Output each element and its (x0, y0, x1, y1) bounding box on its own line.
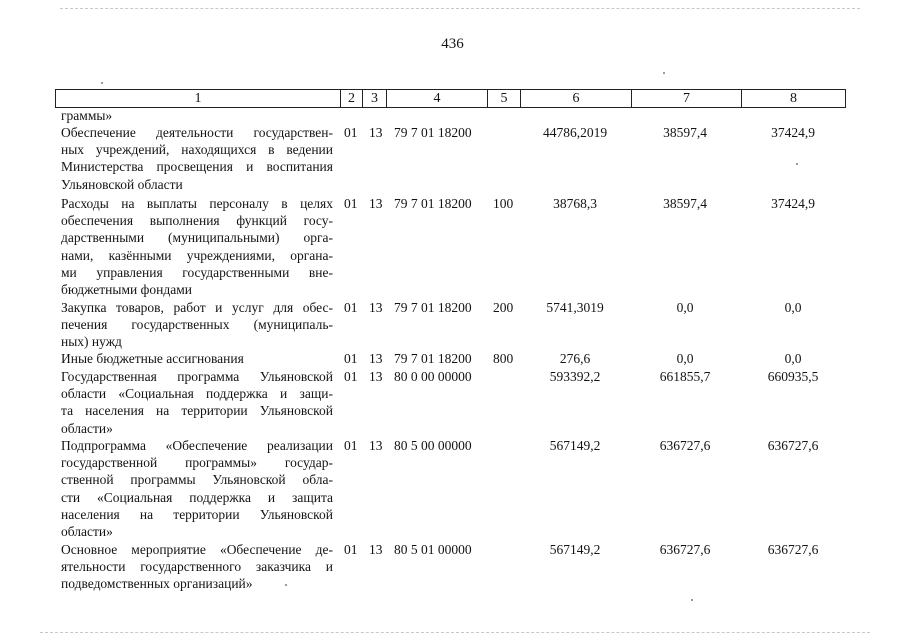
cell-amount-col8: 636727,6 (767, 438, 819, 453)
header-col-2: 2 (341, 90, 363, 107)
cell-amount-col7: 661855,7 (659, 369, 711, 384)
table-row-description (61, 299, 333, 351)
cell-pr: 13 (369, 351, 383, 366)
description-line: Обеспечение деятельности государствен- (61, 125, 333, 140)
cell-amount-col8: 37424,9 (771, 196, 815, 211)
description-line: Подпрограмма «Обеспечение реализации (61, 438, 333, 453)
description-line: ми управления государственными вне- (61, 264, 333, 280)
scan-speck (285, 584, 287, 586)
cell-vr: 800 (493, 351, 514, 366)
header-col-8: 8 (790, 91, 797, 106)
description-line: печения государственных (муниципаль- (61, 317, 333, 333)
table-row-description (61, 350, 333, 367)
table-row-description (61, 124, 333, 193)
header-col-3: 3 (363, 90, 387, 107)
cell-vr: 100 (493, 196, 514, 211)
description-line: Закупка товаров, работ и услуг для обес- (61, 300, 333, 315)
cell-amount-col7: 636727,6 (659, 542, 711, 557)
cell-csr: 80 5 01 00000 (394, 542, 472, 557)
scan-speck (101, 82, 103, 84)
description-line: нами, казёнными учреждениями, органа- (61, 247, 333, 263)
table-row-description (61, 368, 333, 437)
header-col-6: 6 (521, 90, 632, 107)
scan-artifact-bottom (40, 632, 870, 633)
cell-pr: 13 (369, 300, 383, 315)
row-fragment-continued (61, 107, 333, 124)
description-line: ятельности государственного заказчика и (61, 559, 333, 575)
cell-amount-col8: 660935,5 (767, 369, 819, 384)
cell-rz: 01 (344, 300, 358, 315)
cell-amount-col8: 37424,9 (771, 125, 815, 140)
cell-amount-col8: 0,0 (784, 351, 802, 366)
table-row-description (61, 437, 333, 540)
description-line: Расходы на выплаты персоналу в целях (61, 196, 333, 211)
cell-rz: 01 (344, 125, 358, 140)
cell-amount-col7: 0,0 (676, 300, 694, 315)
header-col-7: 7 (632, 90, 742, 107)
description-line: Иные бюджетные ассигнования (61, 351, 244, 366)
description-line: обеспечения выполнения функций госу- (61, 213, 333, 229)
cell-csr: 79 7 01 18200 (394, 125, 472, 140)
cell-rz: 01 (344, 196, 358, 211)
description-line: ных учреждений, находящихся в ведении (61, 142, 333, 158)
cell-amount-col6: 276,6 (559, 351, 591, 366)
description-line: области «Социальная поддержка и защи- (61, 386, 333, 402)
cell-csr: 80 0 00 00000 (394, 369, 472, 384)
table-row-description (61, 195, 333, 298)
cell-vr: 200 (493, 300, 514, 315)
cell-pr: 13 (369, 542, 383, 557)
scan-speck (691, 599, 693, 601)
scan-speck (796, 163, 798, 165)
cell-pr: 13 (369, 125, 383, 140)
cell-csr: 79 7 01 18200 (394, 351, 472, 366)
description-line: Министерства просвещения и воспитания (61, 159, 333, 175)
header-col-5: 5 (488, 90, 521, 107)
cell-amount-col6: 567149,2 (549, 542, 601, 557)
table-header (55, 89, 846, 108)
cell-amount-col6: 593392,2 (549, 369, 601, 384)
description-line: области» (61, 524, 113, 540)
description-line: подведомственных организаций» (61, 576, 253, 592)
header-col-4: 4 (387, 90, 488, 107)
description-line: ственной программы Ульяновской обла- (61, 472, 333, 488)
cell-amount-col6: 44786,2019 (542, 125, 608, 140)
description-line: населения на территории Ульяновской (61, 506, 333, 522)
description-line: та населения на территории Ульяновской (61, 403, 333, 419)
cell-rz: 01 (344, 369, 358, 384)
row-fragment-text: граммы» (61, 108, 113, 123)
description-line: бюджетными фондами (61, 282, 192, 298)
cell-pr: 13 (369, 196, 383, 211)
description-line: Государственная программа Ульяновской (61, 369, 333, 384)
cell-amount-col8: 636727,6 (767, 542, 819, 557)
cell-amount-col6: 567149,2 (549, 438, 601, 453)
cell-csr: 79 7 01 18200 (394, 300, 472, 315)
page-number: 436 (441, 36, 464, 52)
description-line: Основное мероприятие «Обеспечение де- (61, 542, 333, 557)
cell-amount-col7: 636727,6 (659, 438, 711, 453)
cell-csr: 79 7 01 18200 (394, 196, 472, 211)
description-line: сти «Социальная поддержка и защита (61, 489, 333, 505)
table-row-description (61, 541, 333, 593)
cell-amount-col8: 0,0 (784, 300, 802, 315)
header-col-1: 1 (56, 90, 341, 107)
cell-amount-col7: 0,0 (676, 351, 694, 366)
scan-speck (663, 72, 665, 74)
cell-csr: 80 5 00 00000 (394, 438, 472, 453)
cell-amount-col6: 5741,3019 (546, 300, 604, 315)
description-line: области» (61, 420, 113, 436)
cell-rz: 01 (344, 351, 358, 366)
cell-amount-col7: 38597,4 (663, 196, 707, 211)
cell-amount-col6: 38768,3 (553, 196, 597, 211)
cell-amount-col7: 38597,4 (663, 125, 707, 140)
description-line: государственной программы» государ- (61, 455, 333, 471)
cell-pr: 13 (369, 369, 383, 384)
description-line: дарственными (муниципальными) орга- (61, 230, 333, 246)
cell-rz: 01 (344, 438, 358, 453)
description-line: Ульяновской области (61, 176, 183, 192)
cell-pr: 13 (369, 438, 383, 453)
cell-rz: 01 (344, 542, 358, 557)
scan-artifact-top (60, 8, 860, 9)
description-line: ных) нужд (61, 334, 122, 350)
